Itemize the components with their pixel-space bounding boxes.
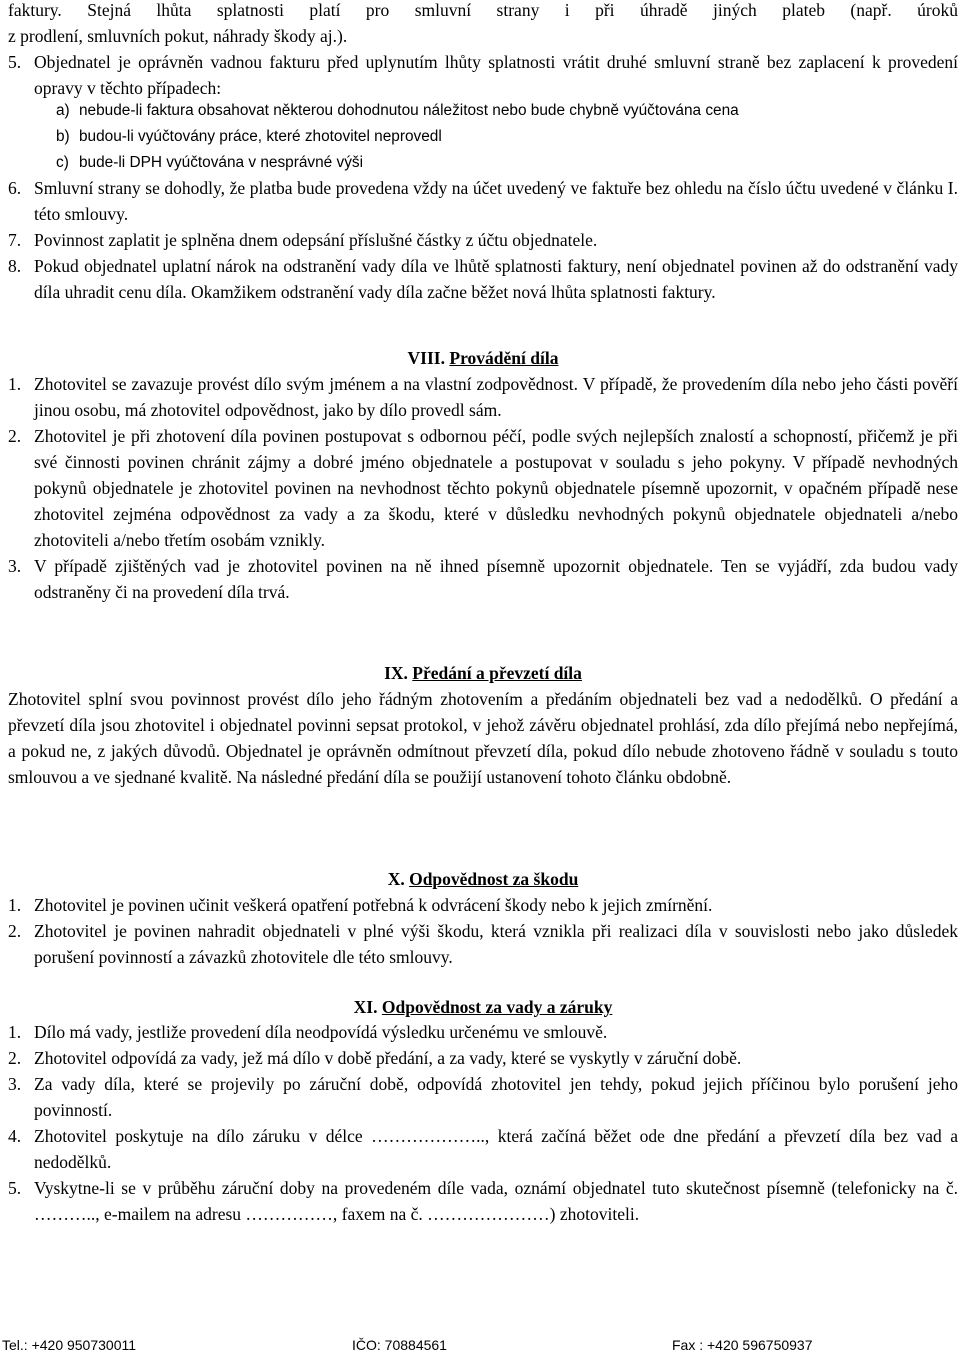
payment-item-5 [8, 49, 958, 101]
item-number: 1. [8, 1022, 22, 1042]
item-text: Objednatel je oprávněn vadnou fakturu před uplynutím lhůty splatnosti vrátit druhé smluvní straně bez zaplacení k provedení opravy v těchto případech: [34, 52, 958, 98]
item-number: 2. [8, 921, 22, 941]
section-title: Předání a převzetí díla [412, 663, 582, 683]
sub-item-label: a) [56, 102, 70, 119]
section-ix-body: Zhotovitel splní svou povinnost provést dílo jeho řádným zhotovením a předáním objednateli bez vad a nedodělků. O předání a převzetí díla jsou zhotovitel i objednatel povinni sepsat protokol, v jehož závěru objednatel prohlásí, zda dílo přejímá nebo nepřejímá, a pokud ne, z jakých důvodů. Objednatel je oprávněn odmítnout převzetí díla, pokud dílo nebude zhotoveno řádně v souladu s touto smlouvou a ve sjednané kvalitě. Na následné předání díla se použijí ustanovení tohoto článku obdobně. [8, 689, 958, 787]
section-x-title [8, 866, 958, 892]
section-xi-item-2 [8, 1045, 958, 1071]
section-number: XI. [353, 997, 378, 1017]
payment-item-7 [8, 227, 958, 253]
page-footer [0, 1334, 960, 1356]
item-number: 3. [8, 1074, 22, 1094]
sub-item-text: bude-li DPH vyúčtována v nesprávné výši [79, 154, 364, 171]
item-number: 3. [8, 556, 22, 576]
section-xi-item-3 [8, 1071, 958, 1123]
payment-item-5-text [8, 49, 958, 101]
item-number: 7. [8, 230, 22, 250]
sub-item-label: b) [56, 128, 70, 145]
item-text: Smluvní strany se dohodly, že platba bude provedena vždy na účet uvedený ve faktuře bez ohledu na číslo účtu uvedené v článku I. této smlouvy. [34, 178, 958, 224]
item-text: V případě zjištěných vad je zhotovitel povinen na ně ihned písemně upozornit objednatele. Ten se vyjádří, zda budou vady odstraněny či na provedení díla trvá. [34, 556, 958, 602]
item-number: 4. [8, 1126, 22, 1146]
item-text: Zhotovitel je při zhotovení díla povinen postupovat s odbornou péčí, podle svých nejlepších znalostí a schopností, přičemž je při své činnosti povinen chránit zájmy a dobré jméno objednatele a postupovat v souladu s jeho pokyny. V případě nevhodných pokynů objednatele je zhotovitel povinen na nevhodnost těchto pokynů objednatele písemně upozornit, v opačném případě nese zhotovitel zejména odpovědnost za vady a za škodu, které v důsledku nevhodných pokynů objednatele objednateli a/nebo zhotoviteli a/nebo třetím osobám vznikly. [34, 426, 958, 550]
item-text: Pokud objednatel uplatní nárok na odstranění vady díla ve lhůtě splatnosti faktury, není objednatel povinen až do odstranění vady díla uhradit cenu díla. Okamžikem odstranění vady díla začne běžet nová lhůta splatnosti faktury. [34, 256, 958, 302]
sub-item-a [8, 98, 958, 124]
section-title: Provádění díla [449, 348, 559, 368]
payment-item-8 [8, 253, 958, 305]
item-number: 2. [8, 1048, 22, 1068]
sub-item-b [8, 124, 958, 150]
item-text: Dílo má vady, jestliže provedení díla neodpovídá výsledku určenému ve smlouvě. [34, 1022, 608, 1042]
sub-item-text: nebude-li faktura obsahovat některou dohodnutou náležitost nebo bude chybně vyúčtována cena [79, 102, 739, 119]
section-number: X. [387, 869, 405, 889]
footer-fax: Fax : +420 596750937 [672, 1337, 813, 1353]
section-x-item-1 [8, 892, 958, 918]
sub-item-c [8, 150, 958, 176]
item-number: 8. [8, 256, 22, 276]
payment-item-5-sublist [8, 98, 958, 176]
continued-line-1: faktury. Stejná lhůta splatnosti platí pro smluvní strany i při úhradě jiných plateb (např. úroků [8, 0, 958, 20]
footer-company-id: IČO: 70884561 [352, 1337, 447, 1353]
section-viii-item-1 [8, 371, 958, 423]
item-text: Zhotovitel je povinen učinit veškerá opatření potřebná k odvrácení škody nebo k jejich zmírnění. [34, 895, 713, 915]
item-text: Vyskytne-li se v průběhu záruční doby na provedeném díle vada, oznámí objednatel tuto skutečnost písemně (telefonicky na č. ……….., e-mailem na adresu ……………, faxem na č. …………………) zhotoviteli. [34, 1178, 958, 1224]
section-xi-item-1 [8, 1019, 958, 1045]
section-number: VIII. [407, 348, 445, 368]
section-title: Odpovědnost za vady a záruky [381, 997, 613, 1017]
sub-item-text: budou-li vyúčtovány práce, které zhotovitel neprovedl [79, 128, 442, 145]
section-title: Odpovědnost za škodu [409, 869, 579, 889]
item-number: 5. [8, 52, 22, 72]
section-xi-item-4 [8, 1123, 958, 1175]
section-ix-title [8, 660, 958, 686]
item-number: 5. [8, 1178, 22, 1198]
section-xi-item-5 [8, 1175, 958, 1227]
item-text: Zhotovitel odpovídá za vady, jež má dílo v době předání, a za vady, které se vyskytly v záruční době. [34, 1048, 742, 1068]
continued-paragraph [8, 0, 958, 49]
item-text: Zhotovitel je povinen nahradit objednateli v plné výši škodu, která vznikla při realizaci díla v souvislosti nebo jako důsledek porušení povinností a závazků zhotovitele dle této smlouvy. [34, 921, 958, 967]
item-text: Zhotovitel poskytuje na dílo záruku v délce ……………….., která začíná běžet ode dne předání a převzetí díla bez vad a nedodělků. [34, 1126, 958, 1172]
section-x-item-2 [8, 918, 958, 970]
section-xi-body [8, 1019, 958, 1227]
item-text: Za vady díla, které se projevily po záruční době, odpovídá zhotovitel jen tehdy, pokud jejich příčinou bylo porušení jeho povinností. [34, 1074, 958, 1120]
payment-items-6-8 [8, 175, 958, 305]
item-number: 2. [8, 426, 22, 446]
item-number: 1. [8, 374, 22, 394]
sub-item-label: c) [56, 154, 69, 171]
continued-line-2: z prodlení, smluvních pokut, náhrady škody aj.). [8, 26, 348, 46]
section-x-body [8, 892, 958, 970]
section-xi-title [8, 994, 958, 1020]
item-text: Zhotovitel se zavazuje provést dílo svým jménem a na vlastní zodpovědnost. V případě, že provedením díla nebo jeho části pověří jinou osobu, má zhotovitel odpovědnost, jako by dílo provedl sám. [34, 374, 958, 420]
section-number: IX. [384, 663, 408, 683]
section-viii-item-3 [8, 553, 958, 605]
footer-phone: Tel.: +420 950730011 [2, 1337, 137, 1353]
section-viii-title [8, 345, 958, 371]
item-text: Povinnost zaplatit je splněna dnem odepsání příslušné částky z účtu objednatele. [34, 230, 598, 250]
section-viii-item-2 [8, 423, 958, 553]
item-number: 1. [8, 895, 22, 915]
section-viii-body [8, 371, 958, 605]
item-number: 6. [8, 178, 22, 198]
payment-item-6 [8, 175, 958, 227]
